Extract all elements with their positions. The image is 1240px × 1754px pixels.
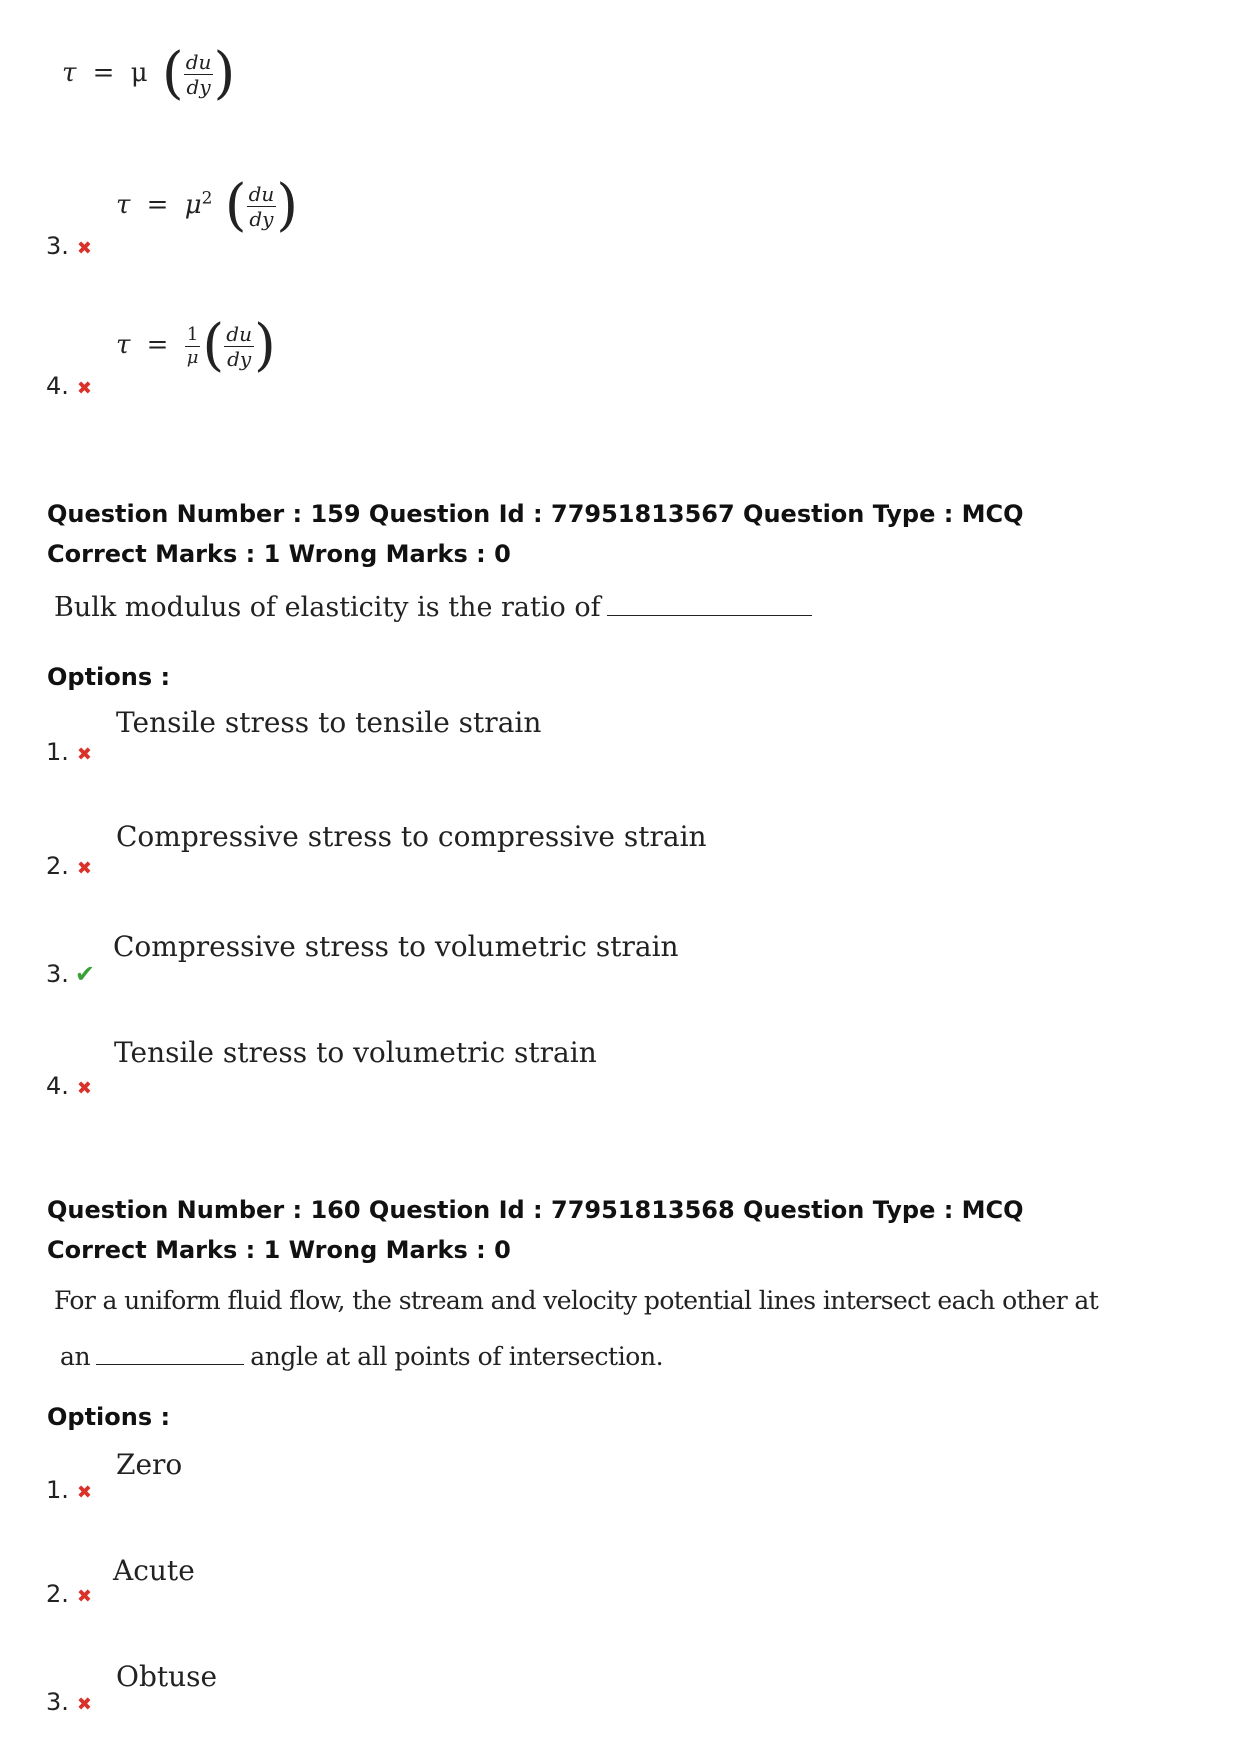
option-text: Compressive stress to volumetric strain (113, 930, 679, 963)
question-header: Question Number : 159 Question Id : 77951813567 Question Type : MCQ (47, 500, 1024, 528)
option-marker (46, 738, 92, 766)
formula-option-3: $\tau = \mu^2$ ( $\frac{du}{dy}$ ) (116, 173, 299, 238)
fraction-numerator: du (185, 49, 212, 74)
formula-eq: = (92, 58, 115, 88)
option-number: 3. (46, 232, 69, 260)
option-marker (46, 1476, 92, 1504)
question-text-line-2 (60, 1342, 663, 1371)
prev-option-4-marker (46, 372, 92, 400)
wrong-mark-icon: ✖ (76, 378, 92, 399)
option-text: Tensile stress to tensile strain (116, 706, 542, 739)
fraction-denominator: dy (186, 74, 211, 99)
option-number: 2. (46, 852, 69, 880)
formula-fraction (184, 49, 214, 99)
wrong-mark-icon: ✖ (76, 238, 92, 259)
option-text: Obtuse (116, 1660, 218, 1693)
fraction-denominator: μ (186, 346, 199, 368)
wrong-mark-icon: ✖ (76, 858, 92, 879)
option-text: Compressive stress to compressive strain (116, 820, 707, 853)
option-number: 1. (46, 1476, 69, 1504)
formula-exponent: 2 (201, 188, 213, 209)
formula-lhs: τ (116, 330, 131, 360)
correct-check-icon: ✔ (74, 960, 96, 988)
formula-fraction (224, 321, 254, 371)
question-marks: Correct Marks : 1 Wrong Marks : 0 (47, 540, 511, 568)
question-text-content: Bulk modulus of elasticity is the ratio of (54, 592, 601, 623)
formula-coef: μ (184, 190, 202, 220)
formula-fraction (247, 181, 277, 231)
formula-eq: = (146, 190, 169, 220)
option-number: 3. (46, 1688, 69, 1716)
question-text-pre: an (60, 1342, 91, 1371)
option-text: Tensile stress to volumetric strain (114, 1036, 597, 1069)
option-number: 2. (46, 1580, 69, 1608)
answer-blank (96, 1364, 244, 1365)
option-number: 3. (46, 960, 69, 988)
formula-lhs: τ (116, 190, 131, 220)
formula-option-2: τ = μ ( $\frac{du}{dy}$ ) (62, 41, 236, 106)
options-label: Options : (47, 1403, 171, 1431)
fraction-numerator: 1 (185, 326, 201, 347)
question-marks: Correct Marks : 1 Wrong Marks : 0 (47, 1236, 511, 1264)
formula-option-4: τ = $\frac{1}{\mu}$ ( $\frac{du}{dy}$ ) (116, 313, 276, 378)
formula-lhs: τ (62, 58, 77, 88)
wrong-mark-icon: ✖ (76, 1694, 92, 1715)
option-text: Acute (113, 1554, 195, 1587)
fraction-numerator: du (226, 321, 252, 346)
wrong-mark-icon: ✖ (76, 744, 92, 765)
wrong-mark-icon: ✖ (76, 1586, 92, 1607)
option-marker (46, 960, 95, 988)
option-number: 4. (46, 372, 69, 400)
question-text-post: angle at all points of intersection. (250, 1342, 664, 1371)
fraction-denominator: dy (249, 206, 274, 231)
option-number: 4. (46, 1072, 69, 1100)
prev-option-3-marker (46, 232, 92, 260)
option-marker (46, 1072, 92, 1100)
fraction-denominator: dy (227, 346, 252, 371)
question-text-line-1: For a uniform fluid flow, the stream and velocity potential lines intersect each other at (54, 1286, 1099, 1315)
formula-eq: = (146, 330, 169, 360)
formula-reciprocal (185, 323, 201, 368)
question-header: Question Number : 160 Question Id : 77951813568 Question Type : MCQ (47, 1196, 1024, 1224)
answer-blank (607, 615, 812, 616)
option-marker (46, 1688, 92, 1716)
option-text: Zero (116, 1448, 183, 1481)
options-label: Options : (47, 663, 171, 691)
option-marker (46, 852, 92, 880)
question-text (54, 592, 812, 623)
option-number: 1. (46, 738, 69, 766)
fraction-numerator: du (248, 181, 275, 206)
wrong-mark-icon: ✖ (76, 1078, 92, 1099)
wrong-mark-icon: ✖ (76, 1482, 92, 1503)
formula-coef: μ (130, 58, 148, 88)
option-marker (46, 1580, 92, 1608)
